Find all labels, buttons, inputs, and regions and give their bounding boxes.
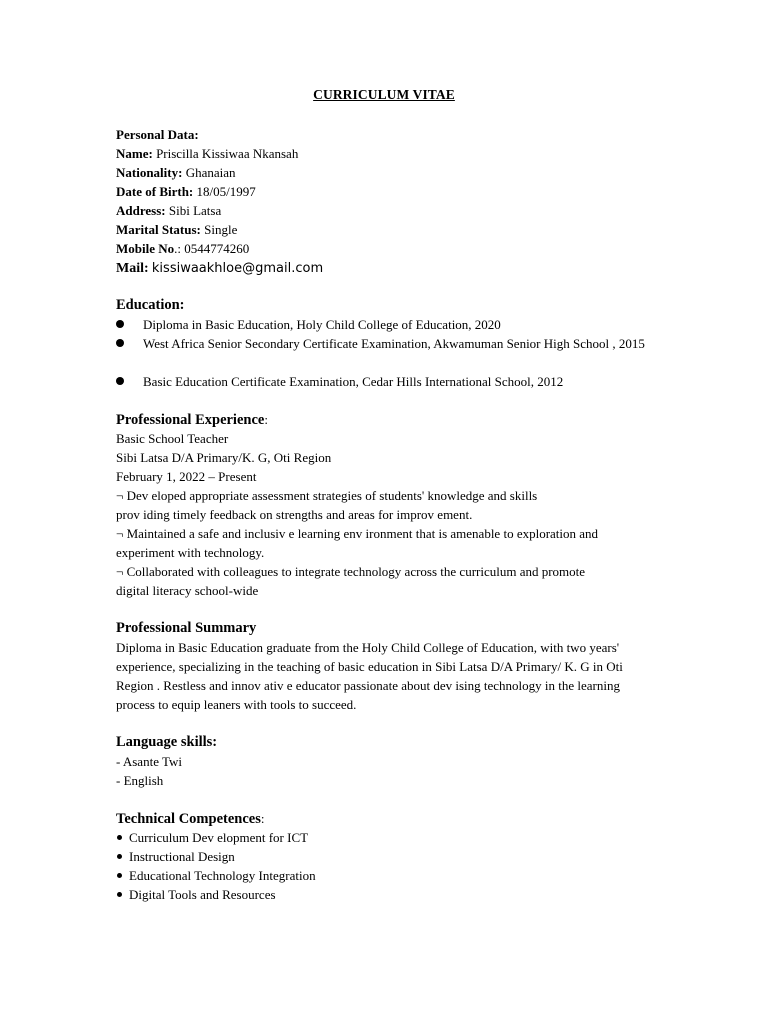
mail-label: Mail: <box>116 261 149 276</box>
experience-line: ¬ Dev eloped appropriate assessment strategies of students' knowledge and skills <box>116 488 538 503</box>
nationality-label: Nationality: <box>116 165 183 180</box>
mobile-label: Mobile No <box>116 241 175 256</box>
dob-label: Date of Birth: <box>116 184 194 199</box>
mail-value: kissiwaakhloe@gmail.com <box>151 261 324 276</box>
summary-line: experience, specializing in the teaching of basic education in Sibi Latsa D/A Primary/ K. G in Oti <box>116 659 623 674</box>
competence-item: Digital Tools and Resources <box>129 887 276 902</box>
mobile-value: .: 0544774260 <box>174 241 250 256</box>
experience-line: experiment with technology. <box>116 545 265 560</box>
competences-heading: Technical Competences <box>116 811 261 827</box>
languages-heading: Language skills: <box>116 734 218 750</box>
name-label: Name: <box>116 146 153 161</box>
marital-value: Single <box>204 222 238 237</box>
bullet-icon <box>117 873 122 878</box>
bullet-icon <box>116 320 124 328</box>
document-title: CURRICULUM VITAE <box>313 87 455 102</box>
competence-item: Curriculum Dev elopment for ICT <box>129 830 309 845</box>
dob-value: 18/05/1997 <box>196 184 256 199</box>
experience-line: Basic School Teacher <box>116 431 229 446</box>
bullet-icon <box>117 892 122 897</box>
dob-row <box>116 182 256 201</box>
education-item: Basic Education Certificate Examination, Cedar Hills International School, 2012 <box>143 374 564 389</box>
bullet-icon <box>117 835 122 840</box>
experience-heading-colon: : <box>264 412 268 427</box>
mail-row <box>116 258 323 277</box>
summary-heading: Professional Summary <box>116 620 257 636</box>
summary-line: Diploma in Basic Education graduate from the Holy Child College of Education, with two years' <box>116 640 620 655</box>
personal-data-heading: Personal Data: <box>116 127 199 142</box>
experience-line: prov iding timely feedback on strengths and areas for improv ement. <box>116 507 473 522</box>
address-label: Address: <box>116 203 166 218</box>
address-value: Sibi Latsa <box>168 203 222 218</box>
name-row <box>116 144 298 163</box>
bullet-icon <box>116 339 124 347</box>
experience-heading-row <box>116 410 268 429</box>
nationality-row <box>116 163 236 182</box>
competence-item: Educational Technology Integration <box>129 868 316 883</box>
experience-line: Sibi Latsa D/A Primary/K. G, Oti Region <box>116 450 332 465</box>
bullet-icon <box>117 854 122 859</box>
marital-row <box>116 220 237 239</box>
summary-line: Region . Restless and innov ativ e educator passionate about dev ising technology in the learning <box>116 678 620 693</box>
nationality-value: Ghanaian <box>185 165 236 180</box>
language-item: - English <box>116 773 164 788</box>
marital-label: Marital Status: <box>116 222 201 237</box>
competences-heading-row <box>116 809 264 828</box>
experience-line: digital literacy school-wide <box>116 583 259 598</box>
address-row <box>116 201 221 220</box>
language-item: - Asante Twi <box>116 754 183 769</box>
experience-line: ¬ Collaborated with colleagues to integrate technology across the curriculum and promote <box>116 564 586 579</box>
summary-line: process to equip leaners with tools to succeed. <box>116 697 357 712</box>
competences-heading-colon: : <box>260 811 265 826</box>
education-item: West Africa Senior Secondary Certificate Examination, Akwamuman Senior High School , 2015 <box>143 336 645 351</box>
competence-item: Instructional Design <box>129 849 235 864</box>
mobile-row <box>116 239 249 258</box>
experience-line: February 1, 2022 – Present <box>116 469 257 484</box>
education-item: Diploma in Basic Education, Holy Child College of Education, 2020 <box>143 317 501 332</box>
bullet-icon <box>116 377 124 385</box>
name-value: Priscilla Kissiwaa Nkansah <box>156 146 299 161</box>
experience-heading: Professional Experience <box>116 412 265 428</box>
experience-line: ¬ Maintained a safe and inclusiv e learning env ironment that is amenable to exploration and <box>116 526 599 541</box>
education-heading: Education: <box>116 297 185 313</box>
